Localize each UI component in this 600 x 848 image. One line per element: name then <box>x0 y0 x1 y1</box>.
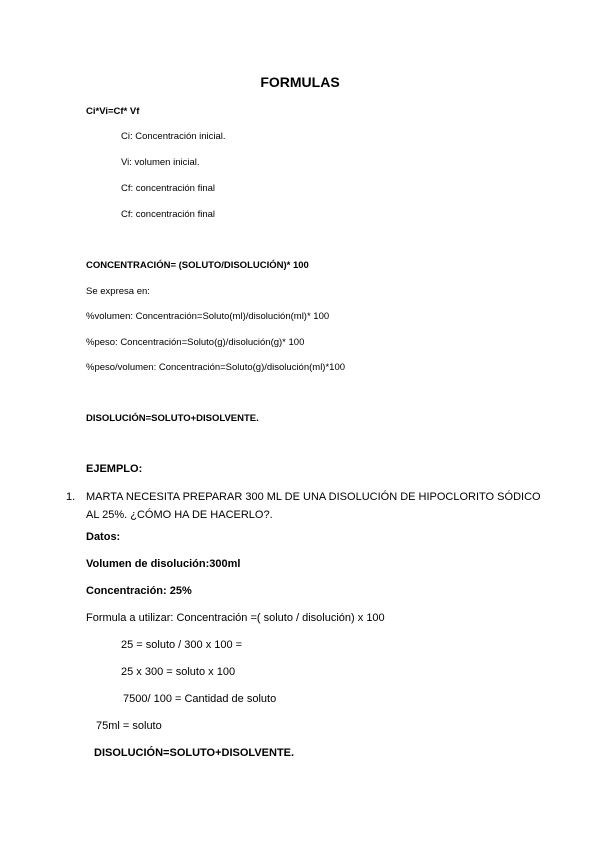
step-4-result: 75ml = soluto <box>96 720 162 732</box>
step-2: 25 x 300 = soluto x 100 <box>121 666 236 678</box>
step-1: 25 = soluto / 300 x 100 = <box>121 639 243 651</box>
volume-percent-formula: %volumen: Concentración=Soluto(ml)/disolución(ml)* 100 <box>86 311 330 322</box>
definition-vi: Vi: volumen inicial. <box>121 157 200 168</box>
dilution-formula: Ci*Vi=Cf* Vf <box>86 106 140 117</box>
concentration-data: Concentración: 25% <box>86 585 192 597</box>
example-final-formula: DISOLUCIÓN=SOLUTO+DISOLVENTE. <box>94 747 295 759</box>
weight-volume-percent-formula: %peso/volumen: Concentración=Soluto(g)/disolución(ml)*100 <box>86 362 346 373</box>
definition-cf: Cf: concentración final <box>121 183 215 194</box>
example-heading: EJEMPLO: <box>86 463 143 475</box>
weight-percent-formula: %peso: Concentración=Soluto(g)/disolución(g)* 100 <box>86 337 305 348</box>
solution-formula: DISOLUCIÓN=SOLUTO+DISOLVENTE. <box>86 413 259 424</box>
example-question-line1: MARTA NECESITA PREPARAR 300 ML DE UNA DISOLUCIÓN DE HIPOCLORITO SÓDICO <box>86 491 541 503</box>
expressed-in-label: Se expresa en: <box>86 286 150 297</box>
definition-ci: Ci: Concentración inicial. <box>121 131 226 142</box>
page-title: FORMULAS <box>260 74 340 90</box>
concentration-formula: CONCENTRACIÓN= (SOLUTO/DISOLUCIÓN)* 100 <box>86 260 309 271</box>
step-3: 7500/ 100 = Cantidad de soluto <box>123 693 277 705</box>
example-question-line2: AL 25%. ¿CÓMO HA DE HACERLO?. <box>86 509 273 521</box>
definition-cf-2: Cf: concentración final <box>121 209 215 220</box>
example-number: 1. <box>66 491 76 503</box>
formula-used: Formula a utilizar: Concentración =( soluto / disolución) x 100 <box>86 612 385 624</box>
volume-data: Volumen de disolución:300ml <box>86 558 241 570</box>
datos-label: Datos: <box>86 531 121 543</box>
